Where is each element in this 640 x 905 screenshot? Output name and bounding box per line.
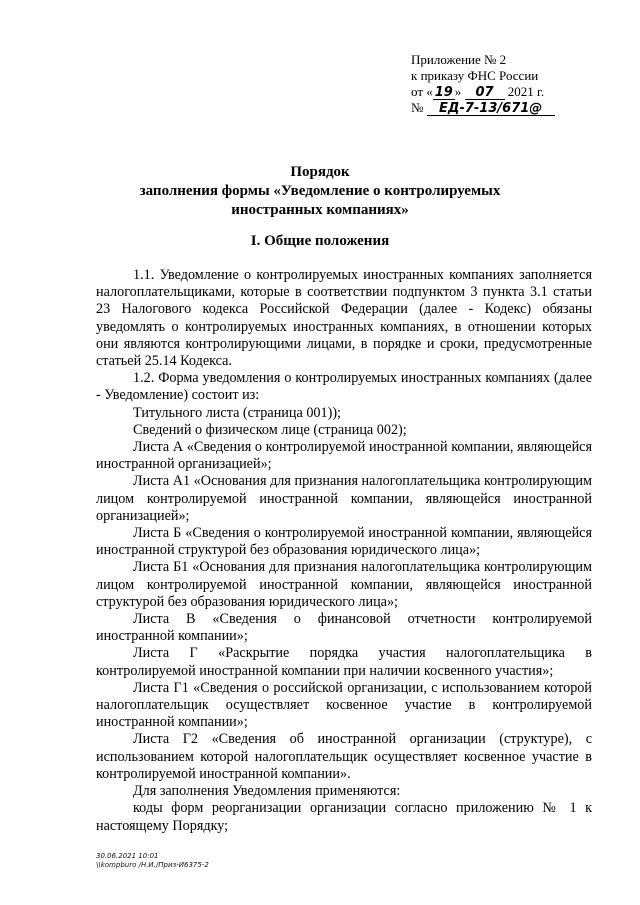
paragraph: коды форм реорганизации организации согласно приложению № 1 к настоящему Порядку; xyxy=(96,800,592,834)
appendix-block xyxy=(411,52,611,116)
date-mid: » xyxy=(454,84,462,99)
date-year: 2021 xyxy=(507,84,534,99)
appendix-line-2: к приказу ФНС России xyxy=(411,68,539,83)
footer-path: \\kompburo /Н.И./Приз-И6375-2 xyxy=(96,861,209,869)
paragraph: Листа В «Сведения о финансовой отчетности контролируемой иностранной компании»; xyxy=(96,611,592,645)
number-prefix: № xyxy=(411,100,427,115)
paragraph: Для заполнения Уведомления применяются: xyxy=(133,783,401,800)
paragraph: Листа А «Сведения о контролируемой иностранной компании, являющейся иностранной организацией»; xyxy=(96,439,592,473)
document-title xyxy=(96,163,544,220)
paragraph: Титульного листа (страница 001)); xyxy=(133,404,341,421)
paragraph: Листа Г1 «Сведения о российской организации, с использованием которой налогоплательщик осуществляет косвенное участие в контролируемой иностранной компании»; xyxy=(96,679,592,731)
paragraph: Листа А1 «Основания для признания налогоплательщика контролирующим лицом контролируемой иностранной компании, являющейся иностранной организацией»; xyxy=(96,473,592,524)
footer-stamp xyxy=(96,852,209,870)
date-prefix: от « xyxy=(411,84,433,99)
date-suffix: г. xyxy=(533,84,545,99)
paragraph: Листа Б1 «Основания для признания налогоплательщика контролирующим лицом контролируемой иностранной компании, являющейся иностранной структурой без образования юридического лица»; xyxy=(96,559,592,610)
paragraph: Сведений о физическом лице (страница 002); xyxy=(133,421,407,438)
order-number: ЕД-7-13/671@ xyxy=(427,102,555,116)
paragraph: Листа Г2 «Сведения об иностранной организации (структуре), с использованием которой налогоплательщик осуществляет косвенное участие в контролируемой иностранной компании». xyxy=(96,731,592,782)
appendix-line-1: Приложение № 2 xyxy=(411,52,507,67)
document-body xyxy=(96,267,592,835)
appendix-date-line xyxy=(411,84,611,100)
title-line-1: Порядок xyxy=(290,164,350,180)
date-day: 19 xyxy=(434,85,453,100)
title-line-3: иностранных компаниях» xyxy=(231,202,409,218)
paragraph: Листа Г «Раскрытие порядка участия налогоплательщика в контролируемой иностранной компании при наличии косвенного участия»; xyxy=(96,645,592,679)
title-line-2: заполнения формы «Уведомление о контролируемых xyxy=(139,183,501,199)
date-month: 07 xyxy=(465,86,505,100)
paragraph: 1.2. Форма уведомления о контролируемых иностранных компаниях (далее - Уведомление) состоит из: xyxy=(96,370,592,404)
paragraph: 1.1. Уведомление о контролируемых иностранных компаниях заполняется налогоплательщиками, которые в соответствии подпунктом 3 пункта 3.1 статьи 23 Налогового кодекса Российской Федерации (далее - Кодекс) обязаны уведомлять о контролируемых иностранных компаниях, в отношении которых они являются контролирующими лицами, в порядке и сроки, предусмотренные статьей 25.14 Кодекса. xyxy=(96,267,592,370)
appendix-number-line xyxy=(411,100,611,116)
section-heading: I. Общие положения xyxy=(250,233,390,249)
paragraph: Листа Б «Сведения о контролируемой иностранной компании, являющейся иностранной структурой без образования юридического лица»; xyxy=(96,525,592,559)
footer-datetime: 30.06.2021 10:01 xyxy=(96,852,159,860)
